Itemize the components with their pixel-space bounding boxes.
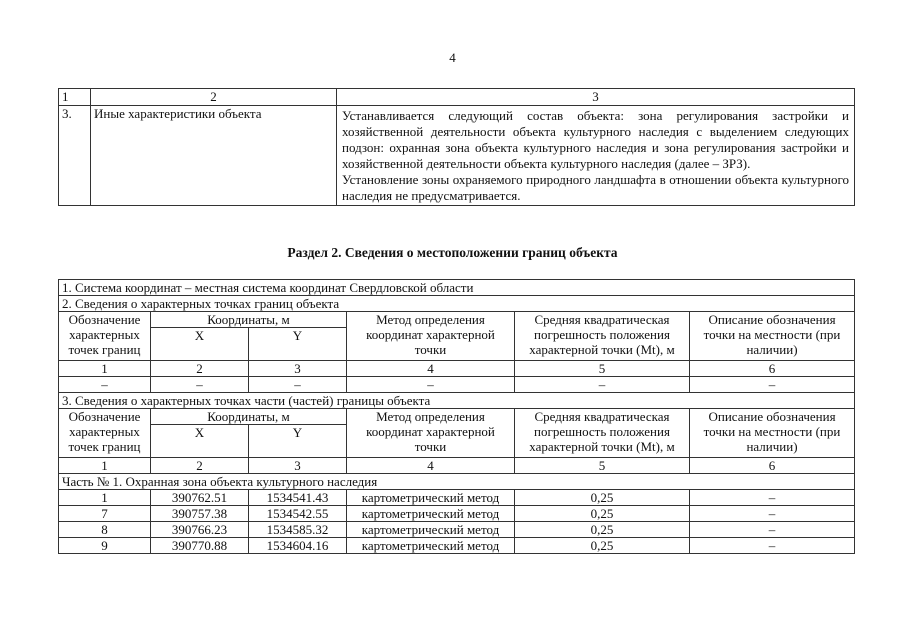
- y-header: Y: [249, 425, 347, 458]
- column-numbers-row: [59, 458, 855, 474]
- table-row: [59, 377, 855, 393]
- table-header-row: [59, 312, 855, 328]
- point-x: 390770.88: [151, 538, 249, 554]
- point-method: картометрический метод: [347, 522, 515, 538]
- method-header: Метод определения координат характерной точки: [347, 312, 515, 361]
- error-header: Средняя квадратическая погрешность положения характерной точки (Mt), м: [515, 409, 690, 458]
- point-mt: 0,25: [515, 522, 690, 538]
- point-id: 8: [59, 522, 151, 538]
- column-number: 6: [690, 361, 855, 377]
- point-desc: –: [690, 522, 855, 538]
- object-characteristics-table: [58, 88, 855, 206]
- point-id: 1: [59, 490, 151, 506]
- point-id: 7: [59, 506, 151, 522]
- description-paragraph: Устанавливается следующий состав объекта: зона регулирования застройки и хозяйственной деятельности объекта культурного наследия с выделением следующих подзон: охранная зона объекта культурного наследия и зона регулирования застройки и хозяйственной деятельности объекта культурного наследия (далее – ЗРЗ).: [342, 108, 849, 171]
- point-mt: 0,25: [515, 490, 690, 506]
- section-row: [59, 393, 855, 409]
- designation-header: Обозначение характерных точек границ: [59, 409, 151, 458]
- row-description: [337, 106, 855, 206]
- header-cell: 1: [59, 89, 91, 106]
- dash-cell: –: [347, 377, 515, 393]
- designation-header: Обозначение характерных точек границ: [59, 312, 151, 361]
- boundary-points-table: [58, 279, 855, 554]
- row-name: Иные характеристики объекта: [91, 106, 337, 206]
- point-desc: –: [690, 490, 855, 506]
- point-y: 1534604.16: [249, 538, 347, 554]
- part-row: [59, 474, 855, 490]
- table-row: [59, 490, 855, 506]
- dash-cell: –: [515, 377, 690, 393]
- column-number: 4: [347, 361, 515, 377]
- x-header: X: [151, 328, 249, 361]
- column-numbers-row: [59, 361, 855, 377]
- column-number: 2: [151, 361, 249, 377]
- coordinate-system: 1. Система координат – местная система координат Свердловской области: [59, 280, 855, 296]
- section-title: Раздел 2. Сведения о местоположении границ объекта: [287, 245, 618, 260]
- table-row: [59, 506, 855, 522]
- description-paragraph: Установление зоны охраняемого природного ландшафта в отношении объекта культурного наследия не предусматривается.: [342, 172, 849, 203]
- point-id: 9: [59, 538, 151, 554]
- dash-cell: –: [690, 377, 855, 393]
- x-header: X: [151, 425, 249, 458]
- description-header: Описание обозначения точки на местности (при наличии): [690, 409, 855, 458]
- section-label: 3. Сведения о характерных точках части (частей) границы объекта: [59, 393, 855, 409]
- point-y: 1534585.32: [249, 522, 347, 538]
- dash-cell: –: [249, 377, 347, 393]
- section-row: [59, 296, 855, 312]
- table-header-row: [59, 89, 855, 106]
- column-number: 1: [59, 361, 151, 377]
- header-cell: 2: [91, 89, 337, 106]
- point-y: 1534541.43: [249, 490, 347, 506]
- section-label: 2. Сведения о характерных точках границ объекта: [59, 296, 855, 312]
- table-row: [59, 522, 855, 538]
- column-number: 1: [59, 458, 151, 474]
- point-x: 390757.38: [151, 506, 249, 522]
- point-mt: 0,25: [515, 538, 690, 554]
- column-number: 5: [515, 458, 690, 474]
- page-number: 4: [449, 50, 456, 65]
- table-header-row: [59, 409, 855, 425]
- coords-header: Координаты, м: [151, 312, 347, 328]
- method-header: Метод определения координат характерной точки: [347, 409, 515, 458]
- table-row: [59, 538, 855, 554]
- column-number: 2: [151, 458, 249, 474]
- column-number: 5: [515, 361, 690, 377]
- y-header: Y: [249, 328, 347, 361]
- coords-header: Координаты, м: [151, 409, 347, 425]
- dash-cell: –: [59, 377, 151, 393]
- column-number: 6: [690, 458, 855, 474]
- description-header: Описание обозначения точки на местности (при наличии): [690, 312, 855, 361]
- row-number: 3.: [59, 106, 91, 206]
- column-number: 3: [249, 458, 347, 474]
- point-mt: 0,25: [515, 506, 690, 522]
- point-method: картометрический метод: [347, 506, 515, 522]
- point-y: 1534542.55: [249, 506, 347, 522]
- point-x: 390766.23: [151, 522, 249, 538]
- part-label: Часть № 1. Охранная зона объекта культурного наследия: [59, 474, 855, 490]
- error-header: Средняя квадратическая погрешность положения характерной точки (Mt), м: [515, 312, 690, 361]
- column-number: 4: [347, 458, 515, 474]
- header-cell: 3: [337, 89, 855, 106]
- coordinate-system-row: [59, 280, 855, 296]
- point-x: 390762.51: [151, 490, 249, 506]
- point-method: картометрический метод: [347, 490, 515, 506]
- point-desc: –: [690, 538, 855, 554]
- point-desc: –: [690, 506, 855, 522]
- column-number: 3: [249, 361, 347, 377]
- dash-cell: –: [151, 377, 249, 393]
- table-row: [59, 106, 855, 206]
- point-method: картометрический метод: [347, 538, 515, 554]
